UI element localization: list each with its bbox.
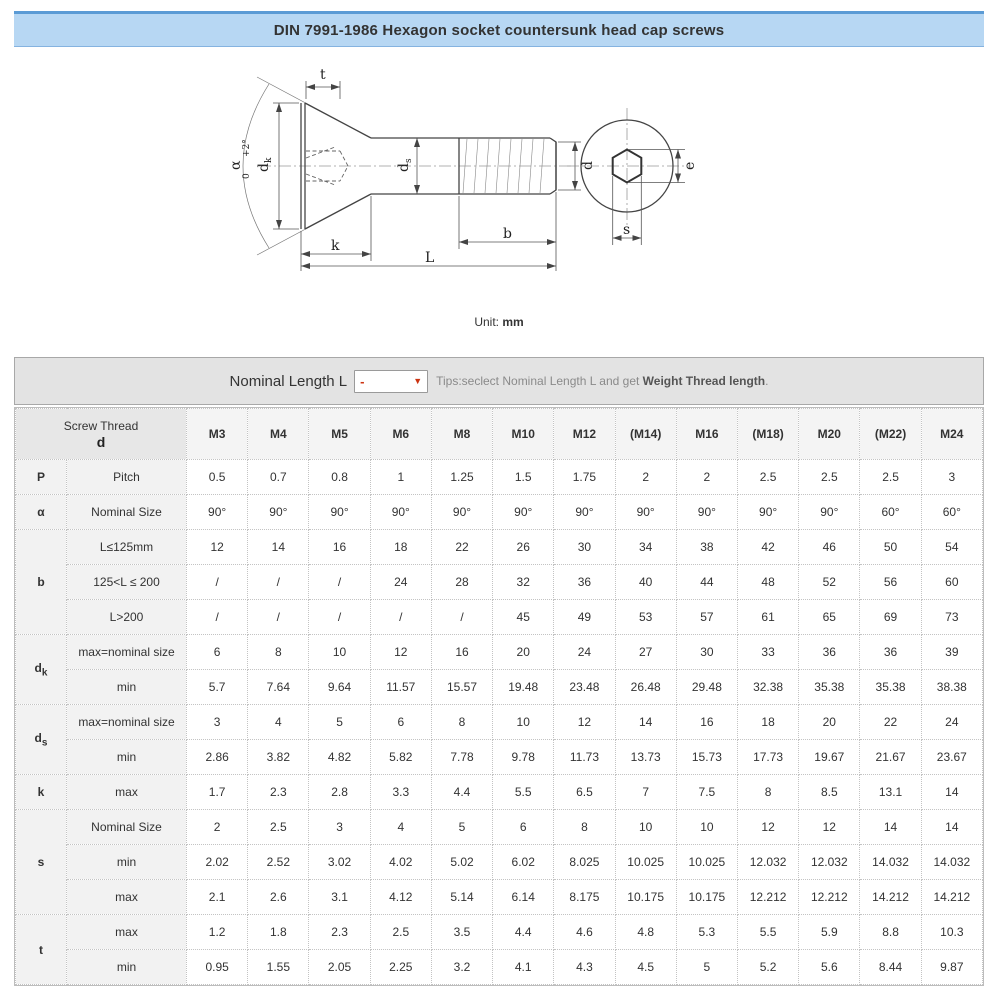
cell-value: 42: [737, 530, 798, 565]
cell-value: 7: [615, 775, 676, 810]
unit-label: Unit:: [474, 315, 499, 329]
cell-value: 16: [676, 705, 737, 740]
cell-value: 30: [554, 530, 615, 565]
cell-value: 73: [921, 600, 982, 635]
cell-value: 1.8: [248, 915, 309, 950]
cell-value: /: [187, 600, 248, 635]
cell-value: 2.5: [799, 460, 860, 495]
column-header-M16: M16: [676, 409, 737, 460]
column-header-M18: (M18): [737, 409, 798, 460]
cell-value: 24: [554, 635, 615, 670]
cell-value: 1.25: [431, 460, 492, 495]
unit-value: mm: [502, 315, 524, 329]
cell-value: 3.82: [248, 740, 309, 775]
cell-value: 8: [248, 635, 309, 670]
dim-label-L: L: [425, 250, 435, 266]
cell-value: 14.032: [860, 845, 921, 880]
cell-value: 3.3: [370, 775, 431, 810]
cell-value: 26: [493, 530, 554, 565]
dim-label-alpha: α: [228, 160, 244, 170]
cell-value: 8.025: [554, 845, 615, 880]
cell-value: 35.38: [860, 670, 921, 705]
cell-value: 3.5: [431, 915, 492, 950]
cell-value: 2.1: [187, 880, 248, 915]
cell-value: 52: [799, 565, 860, 600]
cell-value: 8.175: [554, 880, 615, 915]
dim-label-ds: $d_s$: [396, 158, 414, 172]
cell-value: 33: [737, 635, 798, 670]
cell-value: 1.7: [187, 775, 248, 810]
cell-value: 12: [737, 810, 798, 845]
cell-value: 15.57: [431, 670, 492, 705]
row-label: min: [67, 845, 187, 880]
cell-value: 1.2: [187, 915, 248, 950]
cell-value: 5.3: [676, 915, 737, 950]
spec-table-wrap: [14, 407, 984, 986]
cell-value: 5.5: [493, 775, 554, 810]
cell-value: 90°: [431, 495, 492, 530]
dim-label-s: s: [623, 222, 631, 238]
cell-value: 4.3: [554, 950, 615, 985]
cell-value: 2: [676, 460, 737, 495]
cell-value: 27: [615, 635, 676, 670]
cell-value: 35.38: [799, 670, 860, 705]
cell-value: 60°: [921, 495, 982, 530]
cell-value: 4.12: [370, 880, 431, 915]
cell-value: 15.73: [676, 740, 737, 775]
page: [0, 11, 995, 986]
column-header-M14: (M14): [615, 409, 676, 460]
cell-value: 26.48: [615, 670, 676, 705]
cell-value: 90°: [554, 495, 615, 530]
cell-value: 4: [370, 810, 431, 845]
cell-value: 7.5: [676, 775, 737, 810]
cell-value: 2.05: [309, 950, 370, 985]
cell-value: 0.8: [309, 460, 370, 495]
cell-value: 10.3: [921, 915, 982, 950]
cell-value: 5: [431, 810, 492, 845]
symbol-cell: b: [16, 530, 67, 635]
spec-table: [15, 408, 983, 985]
cell-value: 12.212: [799, 880, 860, 915]
cell-value: 5: [309, 705, 370, 740]
table-row: [16, 845, 983, 880]
cell-value: 4.82: [309, 740, 370, 775]
cell-value: 18: [737, 705, 798, 740]
symbol-cell: α: [16, 495, 67, 530]
cell-value: 90°: [676, 495, 737, 530]
cell-value: 14: [248, 530, 309, 565]
cell-value: 2.5: [248, 810, 309, 845]
cell-value: 48: [737, 565, 798, 600]
cell-value: 10: [493, 705, 554, 740]
cell-value: /: [309, 565, 370, 600]
column-header-M20: M20: [799, 409, 860, 460]
row-label: min: [67, 670, 187, 705]
cell-value: 54: [921, 530, 982, 565]
cell-value: 2.5: [370, 915, 431, 950]
cell-value: 30: [676, 635, 737, 670]
cell-value: 32.38: [737, 670, 798, 705]
cell-value: 39: [921, 635, 982, 670]
cell-value: 90°: [248, 495, 309, 530]
cell-value: 24: [370, 565, 431, 600]
cell-value: 14: [921, 775, 982, 810]
cell-value: 16: [309, 530, 370, 565]
table-row: [16, 530, 983, 565]
dim-label-d: d: [580, 161, 596, 170]
cell-value: 1.55: [248, 950, 309, 985]
cell-value: 2.86: [187, 740, 248, 775]
cell-value: 23.48: [554, 670, 615, 705]
cell-value: 14.212: [921, 880, 982, 915]
cell-value: /: [248, 565, 309, 600]
cell-value: 0.7: [248, 460, 309, 495]
dim-label-b: b: [503, 226, 512, 242]
table-row: [16, 915, 983, 950]
page-title: DIN 7991-1986 Hexagon socket countersunk head cap screws: [273, 21, 725, 39]
cell-value: 4.5: [615, 950, 676, 985]
cell-value: 17.73: [737, 740, 798, 775]
cell-value: 12: [799, 810, 860, 845]
cell-value: 2.8: [309, 775, 370, 810]
cell-value: 6: [493, 810, 554, 845]
cell-value: 8.8: [860, 915, 921, 950]
cell-value: 6.02: [493, 845, 554, 880]
cell-value: 40: [615, 565, 676, 600]
unit-line: [14, 315, 984, 329]
cell-value: 49: [554, 600, 615, 635]
cell-value: 11.73: [554, 740, 615, 775]
column-header-M4: M4: [248, 409, 309, 460]
cell-value: 20: [493, 635, 554, 670]
table-row: [16, 880, 983, 915]
cell-value: 61: [737, 600, 798, 635]
cell-value: 1.75: [554, 460, 615, 495]
row-label: L≤125mm: [67, 530, 187, 565]
row-label: Nominal Size: [67, 810, 187, 845]
cell-value: 90°: [493, 495, 554, 530]
column-header-M5: M5: [309, 409, 370, 460]
cell-value: 45: [493, 600, 554, 635]
selector-bar: [14, 357, 984, 405]
symbol-cell: s: [16, 810, 67, 915]
cell-value: 3: [921, 460, 982, 495]
cell-value: 3: [187, 705, 248, 740]
cell-value: 10: [309, 635, 370, 670]
cell-value: 9.78: [493, 740, 554, 775]
corner-line2: d: [96, 433, 106, 450]
cell-value: 3.02: [309, 845, 370, 880]
cell-value: 4.6: [554, 915, 615, 950]
table-row: [16, 740, 983, 775]
cell-value: 10.025: [676, 845, 737, 880]
row-label: max: [67, 915, 187, 950]
cell-value: 10.175: [676, 880, 737, 915]
symbol-cell: $d_k$: [16, 635, 67, 705]
table-row: [16, 565, 983, 600]
row-label: L>200: [67, 600, 187, 635]
cell-value: /: [248, 600, 309, 635]
column-header-M6: M6: [370, 409, 431, 460]
cell-value: 2.3: [248, 775, 309, 810]
cell-value: 2.5: [737, 460, 798, 495]
cell-value: 5.82: [370, 740, 431, 775]
row-label: max: [67, 775, 187, 810]
cell-value: 8.44: [860, 950, 921, 985]
dim-label-k: k: [331, 238, 340, 254]
cell-value: 6: [187, 635, 248, 670]
dim-label-alpha-sup: +2°: [242, 139, 252, 157]
cell-value: 90°: [370, 495, 431, 530]
cell-value: 90°: [187, 495, 248, 530]
symbol-cell: t: [16, 915, 67, 985]
row-label: max=nominal size: [67, 705, 187, 740]
cell-value: 12: [187, 530, 248, 565]
cell-value: 13.73: [615, 740, 676, 775]
column-header-M8: M8: [431, 409, 492, 460]
cell-value: 6.14: [493, 880, 554, 915]
cell-value: 2.6: [248, 880, 309, 915]
cell-value: 5.5: [737, 915, 798, 950]
chevron-down-icon: ▼: [413, 375, 423, 386]
cell-value: 2.5: [860, 460, 921, 495]
cell-value: 69: [860, 600, 921, 635]
cell-value: 6: [370, 705, 431, 740]
cell-value: 2: [187, 810, 248, 845]
cell-value: 4.8: [615, 915, 676, 950]
cell-value: 5: [676, 950, 737, 985]
cell-value: 44: [676, 565, 737, 600]
cell-value: 90°: [737, 495, 798, 530]
cell-value: 8: [431, 705, 492, 740]
cell-value: 32: [493, 565, 554, 600]
row-label: Pitch: [67, 460, 187, 495]
row-label: 125<L ≤ 200: [67, 565, 187, 600]
cell-value: 4.02: [370, 845, 431, 880]
cell-value: 22: [860, 705, 921, 740]
cell-value: 11.57: [370, 670, 431, 705]
cell-value: 5.7: [187, 670, 248, 705]
header-row: [16, 409, 983, 460]
cell-value: 4.4: [431, 775, 492, 810]
dropdown-value: -: [360, 373, 365, 389]
cell-value: 0.5: [187, 460, 248, 495]
cell-value: 36: [860, 635, 921, 670]
cell-value: 16: [431, 635, 492, 670]
column-header-M24: M24: [921, 409, 982, 460]
column-header-M22: (M22): [860, 409, 921, 460]
cell-value: 60°: [860, 495, 921, 530]
cell-value: 14: [921, 810, 982, 845]
cell-value: 10.175: [615, 880, 676, 915]
cell-value: 14.032: [921, 845, 982, 880]
cell-value: 1.5: [493, 460, 554, 495]
cell-value: /: [431, 600, 492, 635]
cell-value: 28: [431, 565, 492, 600]
symbol-cell: $d_s$: [16, 705, 67, 775]
cell-value: 12: [554, 705, 615, 740]
cell-value: 22: [431, 530, 492, 565]
table-row: [16, 670, 983, 705]
screw-drawing: [207, 63, 792, 275]
cell-value: 46: [799, 530, 860, 565]
dim-label-t: t: [320, 67, 326, 83]
column-header-M3: M3: [187, 409, 248, 460]
cell-value: 0.95: [187, 950, 248, 985]
technical-drawing: [14, 63, 984, 301]
symbol-cell: k: [16, 775, 67, 810]
table-row: [16, 810, 983, 845]
cell-value: 4.4: [493, 915, 554, 950]
cell-value: 12.032: [737, 845, 798, 880]
cell-value: 36: [799, 635, 860, 670]
table-row: [16, 600, 983, 635]
cell-value: 38.38: [921, 670, 982, 705]
cell-value: 12.032: [799, 845, 860, 880]
row-label: min: [67, 950, 187, 985]
cell-value: 8: [737, 775, 798, 810]
cell-value: 2.02: [187, 845, 248, 880]
cell-value: 8: [554, 810, 615, 845]
cell-value: 9.64: [309, 670, 370, 705]
cell-value: 24: [921, 705, 982, 740]
cell-value: 1: [370, 460, 431, 495]
dim-label-alpha-sub: 0: [242, 173, 252, 179]
cell-value: 10: [615, 810, 676, 845]
cell-value: 90°: [799, 495, 860, 530]
cell-value: 36: [554, 565, 615, 600]
row-label: max=nominal size: [67, 635, 187, 670]
cell-value: 90°: [615, 495, 676, 530]
cell-value: 21.67: [860, 740, 921, 775]
cell-value: 14: [860, 810, 921, 845]
cell-value: /: [187, 565, 248, 600]
cell-value: 29.48: [676, 670, 737, 705]
cell-value: 3.2: [431, 950, 492, 985]
cell-value: 14: [615, 705, 676, 740]
cell-value: 2.3: [309, 915, 370, 950]
column-header-M10: M10: [493, 409, 554, 460]
tips-text: Tips:seclect Nominal Length L and get Weight Thread length.: [436, 374, 769, 388]
cell-value: 50: [860, 530, 921, 565]
cell-value: 5.02: [431, 845, 492, 880]
nominal-length-label: Nominal Length L: [229, 372, 348, 390]
table-row: [16, 495, 983, 530]
corner-header: [16, 409, 187, 460]
table-row: [16, 705, 983, 740]
cell-value: 7.78: [431, 740, 492, 775]
cell-value: 12.212: [737, 880, 798, 915]
cell-value: 60: [921, 565, 982, 600]
cell-value: 56: [860, 565, 921, 600]
cell-value: 9.87: [921, 950, 982, 985]
cell-value: 2.25: [370, 950, 431, 985]
cell-value: /: [309, 600, 370, 635]
cell-value: 3.1: [309, 880, 370, 915]
cell-value: 4.1: [493, 950, 554, 985]
cell-value: 20: [799, 705, 860, 740]
column-header-M12: M12: [554, 409, 615, 460]
title-bar: [14, 11, 984, 47]
row-label: min: [67, 740, 187, 775]
cell-value: 7.64: [248, 670, 309, 705]
cell-value: 13.1: [860, 775, 921, 810]
symbol-cell: P: [16, 460, 67, 495]
cell-value: 2: [615, 460, 676, 495]
cell-value: /: [370, 600, 431, 635]
corner-line1: Screw Thread: [63, 418, 139, 433]
cell-value: 38: [676, 530, 737, 565]
cell-value: 8.5: [799, 775, 860, 810]
cell-value: 57: [676, 600, 737, 635]
cell-value: 53: [615, 600, 676, 635]
dim-label-e: e: [682, 161, 698, 170]
cell-value: 5.14: [431, 880, 492, 915]
cell-value: 19.67: [799, 740, 860, 775]
cell-value: 5.9: [799, 915, 860, 950]
nominal-length-dropdown[interactable]: [354, 370, 428, 393]
row-label: max: [67, 880, 187, 915]
cell-value: 3: [309, 810, 370, 845]
cell-value: 10.025: [615, 845, 676, 880]
table-row: [16, 460, 983, 495]
cell-value: 2.52: [248, 845, 309, 880]
cell-value: 90°: [309, 495, 370, 530]
cell-value: 18: [370, 530, 431, 565]
dim-label-dk: $d_k$: [256, 157, 274, 172]
table-row: [16, 635, 983, 670]
table-row: [16, 775, 983, 810]
cell-value: 10: [676, 810, 737, 845]
cell-value: 34: [615, 530, 676, 565]
row-label: Nominal Size: [67, 495, 187, 530]
cell-value: 23.67: [921, 740, 982, 775]
cell-value: 5.6: [799, 950, 860, 985]
cell-value: 4: [248, 705, 309, 740]
cell-value: 5.2: [737, 950, 798, 985]
table-row: [16, 950, 983, 985]
cell-value: 6.5: [554, 775, 615, 810]
cell-value: 65: [799, 600, 860, 635]
cell-value: 12: [370, 635, 431, 670]
cell-value: 19.48: [493, 670, 554, 705]
cell-value: 14.212: [860, 880, 921, 915]
